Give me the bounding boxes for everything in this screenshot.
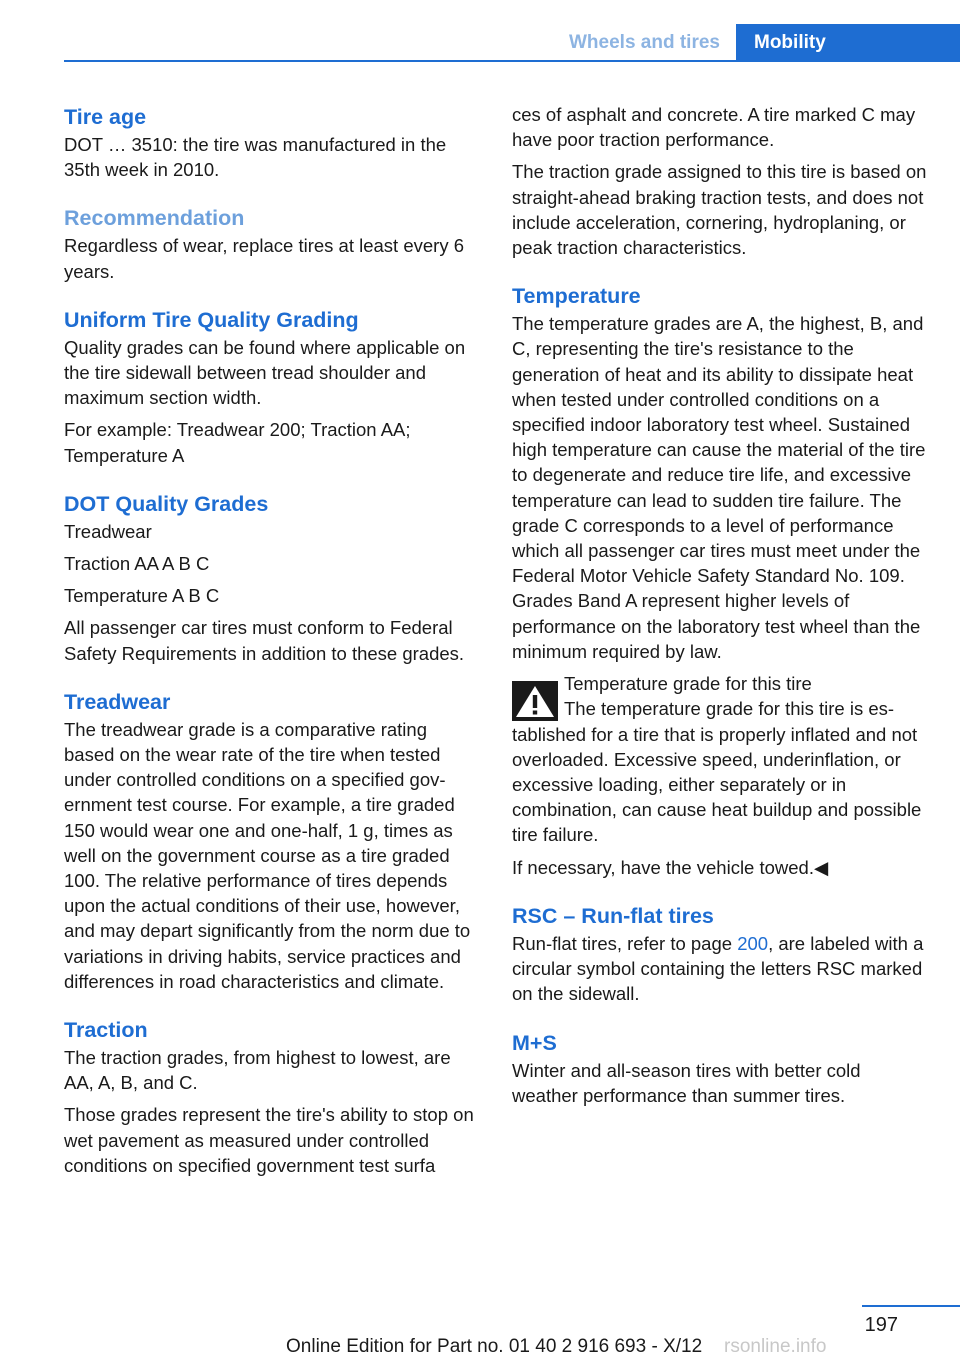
dot-grades-traction: Traction AA A B C	[64, 553, 210, 575]
tire-age-text: DOT … 3510: the tire was manufactured in the 35th week in 2010.	[64, 134, 447, 181]
temperature-text: The temperature grades are A, the highest, B, and C, representing the tire's resistance to the generation of heat and its ability to dissipate heat when tested under controlled conditions on a specified indoor laboratory test wheel. Sustained high temperature can cause the material of the tire to degenerate and reduce tire life, and excessive temperature can lead to sudden tire failure. The grade C corresponds to a level of performance which all passenger car tires must meet under the Federal Motor Vehicle Safety Standard No. 109. Grades Band A represent higher levels of performance on the laboratory test wheel than the minimum required by law.	[512, 313, 926, 662]
header-rule	[64, 60, 960, 62]
dot-grades-text: All passenger car tires must conform to Federal Safety Requirements in addition to these grades.	[64, 617, 465, 664]
utqg-text-2: For example: Treadwear 200; Traction AA; Temperature A	[64, 419, 411, 466]
left-column	[64, 102, 482, 1185]
rsc-text-pre: Run-flat tires, refer to page	[512, 932, 738, 954]
temperature-heading: Temperature	[512, 284, 641, 309]
dot-grades-temperature: Temperature A B C	[64, 585, 220, 607]
warning-end-text: If necessary, have the vehicle towed.◀	[512, 856, 829, 878]
tire-age-heading: Tire age	[64, 105, 147, 129]
utqg-heading: Uniform Tire Quality Grading	[64, 307, 359, 332]
page-200-link[interactable]: 200	[737, 932, 769, 954]
treadwear-text: The treadwear grade is a comparative rating based on the wear rate of the tire when tested under controlled conditions on a specified government test course. For example, a tire graded 150 would wear one and one-half, 1 g, times as well on the government course as a tire graded 100. The relative performance of tires depends upon the actual conditions of their use, however, and may depart significantly from the norm due to variations in driving habits, service practices and differences in road characteristics and climate.	[64, 718, 471, 992]
utqg-text-1: Quality grades can be found where applicable on the tire sidewall between tread shoulder and maximum section width.	[64, 336, 466, 409]
right-column	[512, 102, 930, 1115]
traction-text-2: Those grades represent the tire's ability to stop on wet pavement as measured under controlled conditions on specified government test surfa	[64, 1104, 474, 1176]
ms-heading: M+S	[512, 1030, 557, 1055]
traction-heading: Traction	[64, 1018, 148, 1043]
header-tabs	[553, 24, 960, 62]
warning-text: The temperature grade for this tire is established for a tire that is properly inflated and not overloaded. Excessive speed, underinflation, or excessive loading, either separately or in combination, can cause heat buildup and possible tire failure.	[512, 698, 922, 846]
warning-box	[512, 671, 930, 728]
rsc-text	[512, 931, 930, 1007]
treadwear-heading: Treadwear	[64, 689, 171, 714]
traction-continued-1: ces of asphalt and concrete. A tire marked C may have poor traction performance.	[512, 104, 916, 151]
dot-grades-treadwear: Treadwear	[64, 520, 152, 542]
rsc-text-post: , are labeled with a circular symbol containing the letters RSC marked on the sidewall.	[512, 932, 924, 1005]
warning-triangle-icon	[512, 681, 558, 721]
recommendation-text: Regardless of wear, replace tires at least every 6 years.	[64, 235, 464, 282]
page-number: 197	[864, 1314, 898, 1336]
footer-edition: Online Edition for Part no. 01 40 2 916 693 - X/12	[286, 1336, 703, 1357]
ms-text: Winter and all-season tires with better cold weather performance than summer tires.	[512, 1059, 861, 1106]
rsc-heading: RSC – Run-flat tires	[512, 903, 714, 928]
traction-continued-2: The traction grade assigned to this tire is based on straight-ahead braking traction tests, and does not include acceleration, cornering, hydroplaning, or peak traction characteristics.	[512, 161, 927, 259]
warning-title: Temperature grade for this tire	[564, 673, 812, 695]
header-section-tab[interactable]: Wheels and tires	[553, 24, 736, 62]
header-chapter-tab[interactable]: Mobility	[736, 24, 960, 62]
traction-text-1: The traction grades, from highest to lowest, are AA, A, B, and C.	[64, 1047, 451, 1094]
footer-rule	[862, 1305, 960, 1307]
warning-text-lead	[564, 703, 930, 728]
dot-grades-heading: DOT Quality Grades	[64, 491, 269, 516]
recommendation-heading: Recommendation	[64, 206, 245, 231]
watermark: rsonline.info	[724, 1336, 827, 1357]
